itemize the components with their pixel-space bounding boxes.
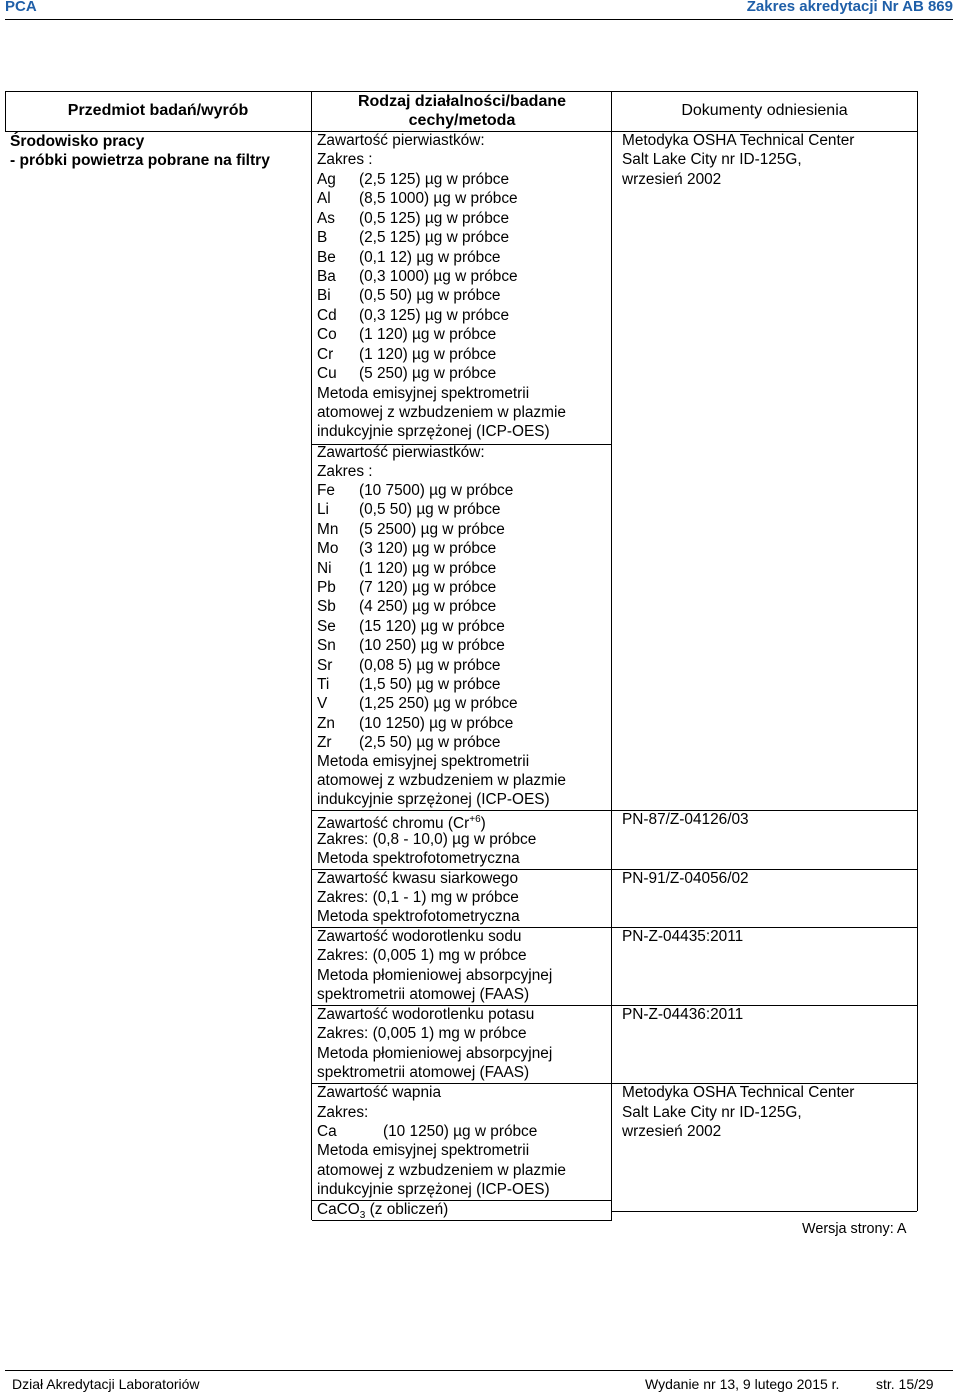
element-range: (3 120) µg w próbce xyxy=(359,540,497,558)
element-symbol: Sn xyxy=(317,637,336,655)
s8-pre: CaCO xyxy=(317,1201,360,1218)
s2-element-row xyxy=(317,656,500,675)
element-range: (10 250) µg w próbce xyxy=(359,637,505,655)
s5-method-1: Metoda płomieniowej absorpcyjnej xyxy=(317,967,553,984)
element-symbol: Se xyxy=(317,617,336,635)
s6-range: Zakres: (0,005 1) mg w próbce xyxy=(317,1025,527,1042)
element-symbol: As xyxy=(317,209,335,227)
s2-element-row xyxy=(317,694,518,713)
element-symbol: Cd xyxy=(317,306,337,324)
element-symbol: Ni xyxy=(317,559,332,577)
s1-doc-2: Salt Lake City nr ID-125G, xyxy=(622,151,802,168)
col3-left-border xyxy=(611,91,612,1220)
s3-title-text: Zawartość chromu (Cr xyxy=(317,815,470,833)
element-range: (2,5 125) µg w próbce xyxy=(359,171,510,188)
s2-element-row xyxy=(317,675,500,694)
s4-range: Zakres: (0,1 - 1) mg w próbce xyxy=(317,889,519,906)
element-symbol: Mo xyxy=(317,540,339,558)
element-range: (4 250) µg w próbce xyxy=(359,598,497,616)
s7-title: Zawartość wapnia xyxy=(317,1084,442,1101)
s1-zakres: Zakres : xyxy=(317,151,373,168)
object-line2: - próbki powietrza pobrane na filtry xyxy=(10,152,270,169)
s2-zakres: Zakres : xyxy=(317,463,373,480)
element-symbol: Fe xyxy=(317,482,335,499)
element-symbol: Zn xyxy=(317,714,335,732)
element-symbol: Be xyxy=(317,248,336,266)
s2-element-row xyxy=(317,481,513,500)
element-range: (0,3 125) µg w próbce xyxy=(359,306,510,324)
element-symbol: Ag xyxy=(317,171,336,188)
s7-doc-3: wrzesień 2002 xyxy=(622,1123,722,1140)
s4-doc: PN-91/Z-04056/02 xyxy=(622,870,749,887)
element-symbol: Mn xyxy=(317,520,339,538)
s6-title: Zawartość wodorotlenku potasu xyxy=(317,1006,535,1023)
col2-title-line2: cechy/metoda xyxy=(408,112,516,129)
element-range: (5 2500) µg w próbce xyxy=(359,520,505,538)
s3-range: Zakres: (0,8 - 10,0) µg w próbce xyxy=(317,831,537,848)
footer-left: Dział Akredytacji Laboratoriów xyxy=(12,1376,200,1392)
s2-method-2: atomowej z wzbudzeniem w plazmie xyxy=(317,772,566,789)
element-range: (0,3 1000) µg w próbce xyxy=(359,268,518,285)
s2-element-row xyxy=(317,539,496,558)
s7-method-2: atomowej z wzbudzeniem w plazmie xyxy=(317,1162,566,1179)
s1-element-row xyxy=(317,170,509,189)
element-range: (2,5 125) µg w próbce xyxy=(359,229,510,247)
s5-range: Zakres: (0,005 1) mg w próbce xyxy=(317,947,527,964)
header-divider xyxy=(5,19,953,20)
element-range: (0,1 12) µg w próbce xyxy=(359,248,501,266)
col3-title: Dokumenty odniesienia xyxy=(681,102,848,119)
element-symbol: Cr xyxy=(317,345,334,363)
element-range: (8,5 1000) µg w próbce xyxy=(359,190,518,208)
element-range: (1 120) µg w próbce xyxy=(359,326,497,344)
s2-method-1: Metoda emisyjnej spektrometrii xyxy=(317,753,530,770)
element-symbol: Ti xyxy=(317,676,330,693)
s8-caco3 xyxy=(317,1200,448,1225)
s6-method-1: Metoda płomieniowej absorpcyjnej xyxy=(317,1045,553,1062)
s6-doc: PN-Z-04436:2011 xyxy=(622,1006,744,1023)
s5-title: Zawartość wodorotlenku sodu xyxy=(317,928,522,945)
s3-method: Metoda spektrofotometryczna xyxy=(317,850,520,867)
s1-doc-1: Metodyka OSHA Technical Center xyxy=(622,132,855,149)
s1-title: Zawartość pierwiastków: xyxy=(317,132,485,149)
s1-element-row xyxy=(317,325,496,344)
element-symbol: Sr xyxy=(317,656,333,674)
s6-method-2: spektrometrii atomowej (FAAS) xyxy=(317,1064,530,1081)
s3-title-sup: +6 xyxy=(469,814,481,825)
element-symbol: Al xyxy=(317,190,331,208)
s2-element-row xyxy=(317,500,500,519)
s1-method-1: Metoda emisyjnej spektrometrii xyxy=(317,385,530,402)
element-range: (1 120) µg w próbce xyxy=(359,345,497,363)
s1-doc-3: wrzesień 2002 xyxy=(622,171,722,188)
element-symbol: Pb xyxy=(317,579,336,596)
s2-element-row xyxy=(317,578,496,597)
page-version: Wersja strony: A xyxy=(802,1221,907,1237)
s5-method-2: spektrometrii atomowej (FAAS) xyxy=(317,986,530,1003)
s5-doc: PN-Z-04435:2011 xyxy=(622,928,744,945)
col1-title: Przedmiot badań/wyrób xyxy=(67,102,249,119)
s4-title: Zawartość kwasu siarkowego xyxy=(317,870,519,887)
s8-post: (z obliczeń) xyxy=(365,1201,449,1218)
footer-mid: Wydanie nr 13, 9 lutego 2015 r. xyxy=(645,1376,840,1392)
s7-doc-2: Salt Lake City nr ID-125G, xyxy=(622,1104,802,1121)
element-range: (15 120) µg w próbce xyxy=(359,617,505,635)
s7-zakres: Zakres: xyxy=(317,1104,369,1121)
s4-method: Metoda spektrofotometryczna xyxy=(317,908,520,925)
col2-left-border xyxy=(311,91,312,1220)
s1-method-2: atomowej z wzbudzeniem w plazmie xyxy=(317,404,566,421)
s1-element-row xyxy=(317,209,509,228)
element-symbol: B xyxy=(317,229,328,247)
element-range: (5 250) µg w próbce xyxy=(359,365,497,382)
element-range: (1,25 250) µg w próbce xyxy=(359,695,518,713)
element-range: (0,5 50) µg w próbce xyxy=(359,287,501,305)
s3-doc: PN-87/Z-04126/03 xyxy=(622,811,749,828)
s1-element-row xyxy=(317,306,509,325)
s7-item-symbol: Ca xyxy=(317,1123,337,1140)
element-symbol: Zr xyxy=(317,734,332,752)
s2-title: Zawartość pierwiastków: xyxy=(317,444,485,461)
element-symbol: Ba xyxy=(317,268,336,285)
s1-element-row xyxy=(317,189,518,208)
element-range: (1 120) µg w próbce xyxy=(359,559,497,577)
doc-bottom-border xyxy=(612,1211,917,1212)
s7-doc-1: Metodyka OSHA Technical Center xyxy=(622,1084,855,1101)
s7-item-range: (10 1250) µg w próbce xyxy=(383,1123,538,1140)
element-symbol: Li xyxy=(317,501,329,519)
footer-divider xyxy=(5,1370,953,1371)
header-right: Zakres akredytacji Nr AB 869 xyxy=(746,0,953,15)
s2-element-row xyxy=(317,617,505,636)
s2-element-row xyxy=(317,520,505,539)
col2-title xyxy=(312,92,612,130)
element-range: (1,5 50) µg w próbce xyxy=(359,676,501,693)
s2-element-row xyxy=(317,636,505,655)
s2-element-row xyxy=(317,597,496,616)
s3-title-end: ) xyxy=(480,815,486,833)
element-symbol: Co xyxy=(317,326,337,344)
element-symbol: Sb xyxy=(317,598,336,616)
element-range: (10 7500) µg w próbce xyxy=(359,482,514,499)
col2-title-line1: Rodzaj działalności/badane xyxy=(357,93,567,110)
element-range: (2,5 50) µg w próbce xyxy=(359,734,501,752)
page-header xyxy=(5,0,953,18)
table-right-border xyxy=(917,91,918,1211)
s1-element-row xyxy=(317,248,500,267)
s1-element-row xyxy=(317,286,500,305)
element-range: (0,5 50) µg w próbce xyxy=(359,501,501,519)
element-symbol: V xyxy=(317,695,328,713)
s1-element-row xyxy=(317,364,496,383)
footer-right: str. 15/29 xyxy=(876,1376,934,1392)
element-range: (0,5 125) µg w próbce xyxy=(359,209,510,227)
s1-element-row xyxy=(317,345,496,364)
s1-method-3: indukcyjnie sprzężonej (ICP-OES) xyxy=(317,423,550,440)
s2-method-3: indukcyjnie sprzężonej (ICP-OES) xyxy=(317,791,550,808)
s1-element-row xyxy=(317,228,509,247)
s7-method-3: indukcyjnie sprzężonej (ICP-OES) xyxy=(317,1181,550,1198)
element-symbol: Cu xyxy=(317,365,337,382)
s2-element-row xyxy=(317,733,500,752)
s2-element-row xyxy=(317,714,513,733)
object-line1: Środowisko pracy xyxy=(10,133,145,150)
s7-item xyxy=(317,1122,537,1141)
element-range: (0,08 5) µg w próbce xyxy=(359,656,501,674)
header-left: PCA xyxy=(5,0,37,15)
element-range: (7 120) µg w próbce xyxy=(359,579,497,596)
element-symbol: Bi xyxy=(317,287,331,305)
s2-element-row xyxy=(317,559,496,578)
s1-element-row xyxy=(317,267,518,286)
element-range: (10 1250) µg w próbce xyxy=(359,714,514,732)
s7-method-1: Metoda emisyjnej spektrometrii xyxy=(317,1142,530,1159)
s8-sub: 3 xyxy=(359,1210,366,1222)
